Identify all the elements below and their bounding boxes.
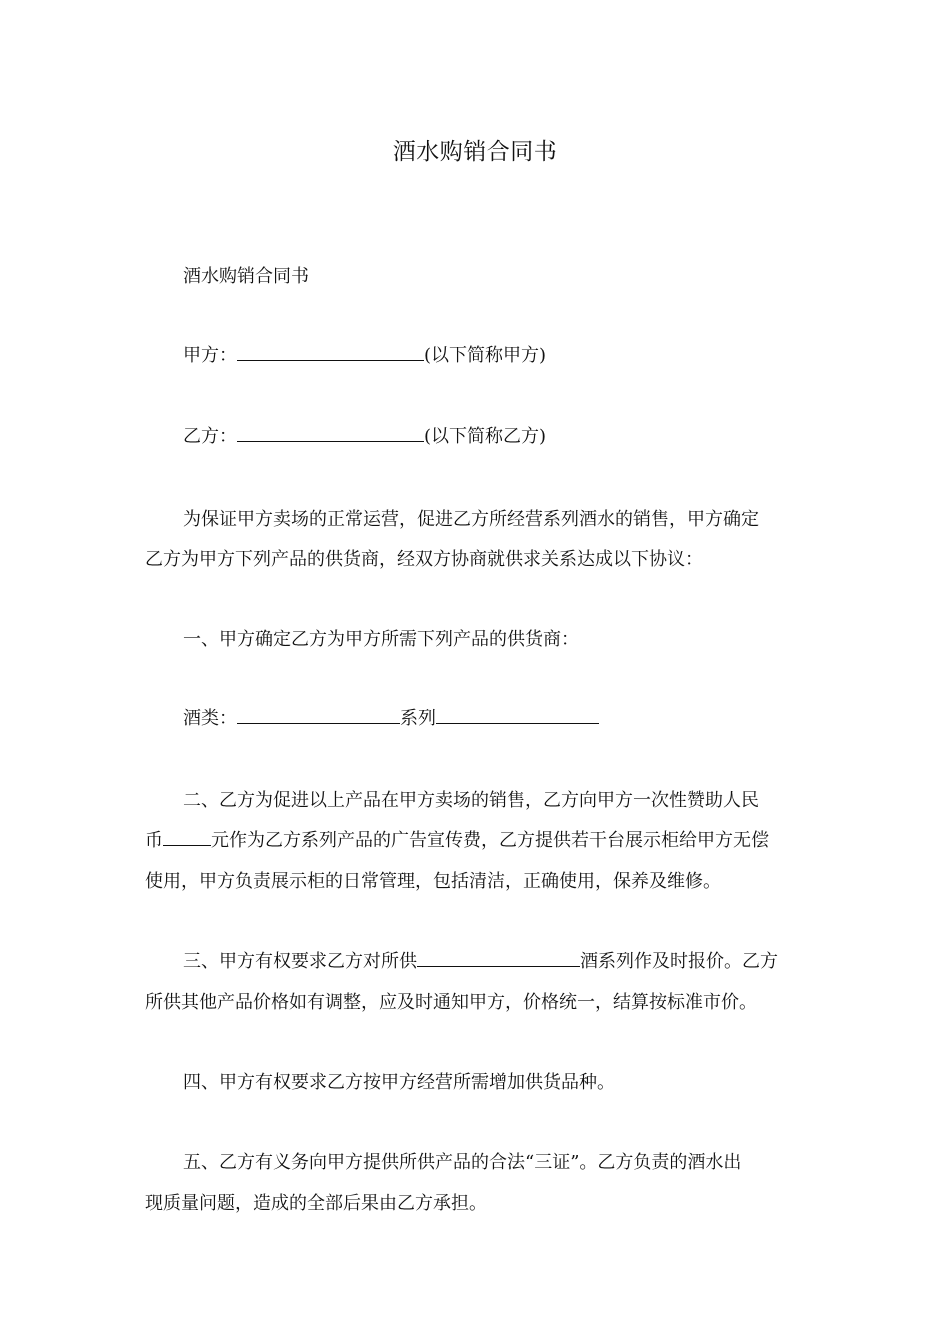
party-a-label: 甲方： <box>183 345 237 366</box>
clause-4: 四、甲方有权要求乙方按甲方经营所需增加供货品种。 <box>183 1072 615 1093</box>
intro-line-2: 乙方为甲方下列产品的供货商，经双方协商就供求关系达成以下协议： <box>145 549 703 570</box>
clause-2-line-2 <box>0 829 950 853</box>
clause-3-line-2: 所供其他产品价格如有调整，应及时通知甲方，价格统一，结算按标准市价。 <box>145 992 757 1013</box>
document-title: 酒水购销合同书 <box>392 139 558 165</box>
clause-2-line-1: 二、乙方为促进以上产品在甲方卖场的销售，乙方向甲方一次性赞助人民 <box>183 790 759 811</box>
clause-5-line-1: 五、乙方有义务向甲方提供所供产品的合法“三证”。乙方负责的酒水出 <box>183 1152 742 1173</box>
intro-line-1: 为保证甲方卖场的正常运营，促进乙方所经营系列酒水的销售，甲方确定 <box>183 509 759 530</box>
amount-blank <box>163 829 211 846</box>
document-subtitle: 酒水购销合同书 <box>183 266 309 287</box>
party-b-line <box>0 425 950 449</box>
party-b-suffix: (以下简称乙方) <box>424 426 547 447</box>
clause-2-prefix: 币 <box>145 830 163 851</box>
clause-1: 一、甲方确定乙方为甲方所需下列产品的供货商： <box>183 629 579 650</box>
party-a-line <box>0 344 950 368</box>
party-a-blank <box>237 344 424 361</box>
clause-3-suffix: 酒系列作及时报价。乙方 <box>580 951 778 972</box>
clause-5-line-2: 现质量问题，造成的全部后果由乙方承担。 <box>145 1193 487 1214</box>
clause-3-prefix: 三、甲方有权要求乙方对所供 <box>183 951 417 972</box>
liquor-label: 酒类： <box>183 708 237 729</box>
series-blank <box>436 707 599 724</box>
clause-3-blank <box>417 950 580 967</box>
liquor-line <box>0 707 950 731</box>
party-b-blank <box>237 425 424 442</box>
series-label: 系列 <box>400 708 436 729</box>
clause-2-line-3: 使用，甲方负责展示柜的日常管理，包括清洁，正确使用，保养及维修。 <box>145 871 721 892</box>
party-a-suffix: (以下简称甲方) <box>424 345 547 366</box>
clause-3-line-1 <box>0 950 950 974</box>
party-b-label: 乙方： <box>183 426 237 447</box>
liquor-blank <box>237 707 400 724</box>
clause-2-suffix: 元作为乙方系列产品的广告宣传费，乙方提供若干台展示柜给甲方无偿 <box>211 830 769 851</box>
